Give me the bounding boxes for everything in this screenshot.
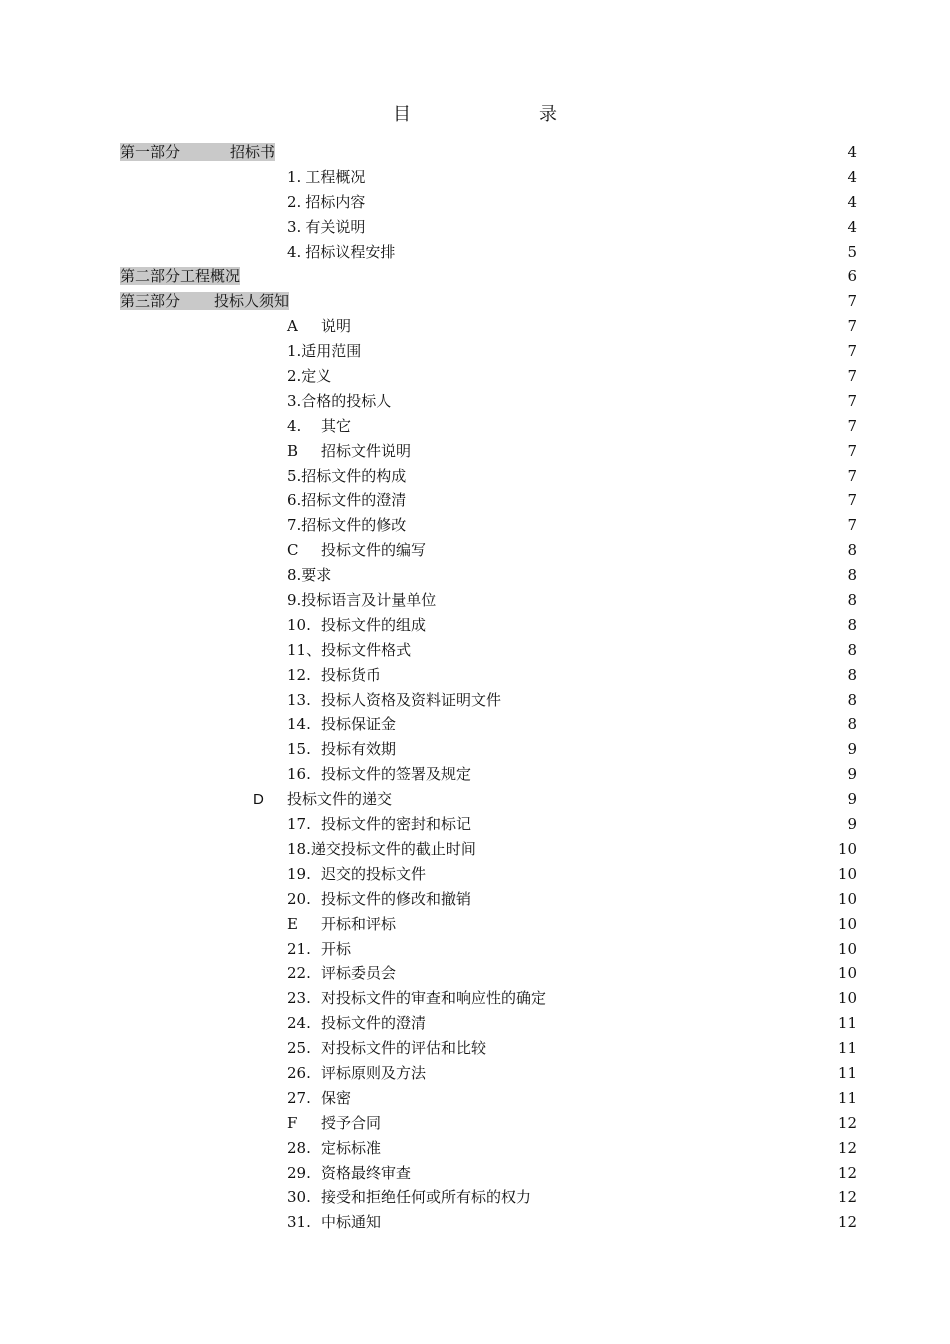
page-number: 8	[847, 640, 857, 659]
toc-entry[interactable]	[0, 812, 950, 837]
toc-entry-label	[120, 264, 240, 289]
toc-entry-label	[287, 215, 365, 240]
page-number: 12	[837, 1113, 857, 1132]
entry-number: C	[287, 541, 299, 560]
entry-text: 投标有效期	[321, 740, 397, 759]
toc-entry[interactable]	[0, 414, 950, 439]
toc-entry-label	[287, 538, 426, 563]
toc-entry-label	[287, 638, 411, 663]
toc-entry[interactable]	[0, 737, 950, 762]
entry-number: 28.	[287, 1138, 311, 1157]
entry-text: 投标货币	[321, 665, 382, 684]
entry-text: 有关说明	[305, 217, 366, 236]
page-number: 11	[837, 1039, 857, 1058]
toc-entry[interactable]	[0, 986, 950, 1011]
toc-entry-label	[287, 488, 406, 513]
toc-entry[interactable]	[0, 165, 950, 190]
page-number: 7	[847, 441, 857, 460]
page-number: 8	[847, 615, 857, 634]
toc-entry[interactable]	[0, 862, 950, 887]
entry-text: 开标	[321, 939, 352, 958]
entry-text: 评标委员会	[321, 964, 397, 983]
entry-text: 投标文件的澄清	[321, 1014, 427, 1033]
page-number: 10	[837, 839, 857, 858]
entry-text: 投标人资格及资料证明文件	[321, 690, 502, 709]
toc-entry[interactable]	[0, 439, 950, 464]
entry-number: 15.	[287, 740, 311, 759]
toc-entry[interactable]	[0, 1161, 950, 1186]
table-of-contents	[0, 140, 950, 1235]
entry-text: 对投标文件的评估和比较	[321, 1039, 487, 1058]
entry-text: 8.要求	[287, 566, 332, 585]
entry-number: 24.	[287, 1014, 311, 1033]
entry-number: 1.	[287, 167, 302, 186]
toc-entry[interactable]	[0, 961, 950, 986]
toc-entry-label	[287, 389, 391, 414]
section-letter: D	[253, 791, 264, 809]
toc-entry-label	[287, 862, 426, 887]
entry-number: 10.	[287, 615, 311, 634]
entry-text: 招标内容	[305, 192, 366, 211]
toc-entry[interactable]	[0, 638, 950, 663]
page-number: 8	[847, 665, 857, 684]
toc-entry[interactable]	[0, 563, 950, 588]
toc-title	[0, 100, 950, 126]
entry-text: 5.招标文件的构成	[287, 466, 407, 485]
toc-entry-label	[120, 140, 275, 165]
entry-text: 9.投标语言及计量单位	[287, 591, 437, 610]
toc-entry-label	[287, 439, 411, 464]
toc-entry[interactable]	[0, 937, 950, 962]
entry-number: 22.	[287, 964, 311, 983]
toc-entry[interactable]	[0, 314, 950, 339]
toc-entry-label	[287, 1111, 381, 1136]
toc-entry-label	[287, 887, 471, 912]
toc-entry[interactable]	[0, 464, 950, 489]
toc-entry-label	[287, 364, 331, 389]
page-number: 12	[837, 1213, 857, 1232]
entry-text: 评标原则及方法	[321, 1063, 427, 1082]
toc-entry-label	[253, 787, 392, 813]
toc-entry-label	[287, 1086, 351, 1111]
toc-entry[interactable]	[0, 712, 950, 737]
toc-entry[interactable]	[0, 513, 950, 538]
toc-entry-label	[287, 190, 365, 215]
toc-entry-label	[287, 240, 395, 265]
toc-entry[interactable]	[0, 912, 950, 937]
page-number: 7	[847, 466, 857, 485]
toc-entry-label	[287, 688, 501, 713]
entry-number: 19.	[287, 864, 311, 883]
page-number: 4	[847, 143, 857, 161]
toc-entry[interactable]	[0, 215, 950, 240]
page-number: 8	[847, 541, 857, 560]
toc-title-left: 目	[393, 104, 411, 125]
toc-entry-label	[287, 1136, 381, 1161]
entry-number: 30.	[287, 1188, 311, 1207]
toc-entry-label	[287, 464, 406, 489]
entry-text: 中标通知	[321, 1213, 382, 1232]
page-number: 12	[837, 1188, 857, 1207]
entry-text: 保密	[321, 1088, 352, 1107]
toc-entry[interactable]	[0, 488, 950, 513]
entry-text: 定标标准	[321, 1138, 382, 1157]
toc-entry[interactable]	[0, 1036, 950, 1061]
toc-entry-label	[287, 812, 471, 837]
entry-text: 投标保证金	[321, 715, 397, 734]
toc-entry[interactable]	[0, 389, 950, 414]
entry-number: 20.	[287, 889, 311, 908]
page-number: 11	[837, 1088, 857, 1107]
toc-entry-label	[287, 837, 476, 862]
toc-entry[interactable]	[0, 1185, 950, 1210]
entry-text: 开标和评标	[321, 914, 397, 933]
entry-text: 投标文件的密封和标记	[321, 815, 472, 834]
toc-entry[interactable]	[0, 339, 950, 364]
page-number: 7	[847, 416, 857, 435]
entry-text: 投标文件的签署及规定	[321, 765, 472, 784]
page-number: 6	[847, 267, 857, 286]
page-number: 7	[847, 516, 857, 535]
toc-entry-label	[287, 912, 396, 937]
entry-number: 3.	[287, 217, 302, 236]
page-number: 10	[837, 914, 857, 933]
page-number: 8	[847, 566, 857, 585]
entry-number: 31.	[287, 1213, 311, 1232]
page-number: 9	[847, 815, 857, 834]
page-number: 8	[847, 591, 857, 610]
entry-number: 29.	[287, 1163, 311, 1182]
page-number: 9	[847, 740, 857, 759]
toc-entry-label	[287, 762, 471, 787]
entry-number: 14.	[287, 715, 311, 734]
entry-number: 12.	[287, 665, 311, 684]
entry-text: 投标文件的递交	[287, 790, 393, 809]
page-number: 7	[847, 367, 857, 386]
toc-entry[interactable]	[0, 787, 950, 812]
entry-text: 1.适用范围	[287, 342, 362, 361]
toc-title-right: 录	[539, 104, 557, 125]
entry-text: 其它	[321, 416, 352, 435]
toc-entry[interactable]	[0, 190, 950, 215]
entry-number: 21.	[287, 939, 311, 958]
entry-text: 工程概况	[305, 167, 366, 186]
toc-entry-label	[287, 712, 396, 737]
toc-entry-label	[287, 961, 396, 986]
entry-number: 23.	[287, 989, 311, 1008]
entry-text: 接受和拒绝任何或所有标的权力	[321, 1188, 532, 1207]
toc-entry-label	[287, 1161, 411, 1186]
toc-entry-label	[287, 937, 351, 962]
entry-number: 16.	[287, 765, 311, 784]
toc-entry[interactable]	[0, 1061, 950, 1086]
entry-text: 资格最终审查	[321, 1163, 412, 1182]
toc-entry[interactable]	[0, 1210, 950, 1235]
toc-entry[interactable]	[0, 1136, 950, 1161]
entry-text: 授予合同	[321, 1113, 382, 1132]
entry-number: 2.	[287, 192, 302, 211]
toc-entry-label	[287, 1061, 426, 1086]
entry-text: 投标文件的修改和撤销	[321, 889, 472, 908]
toc-entry-label	[287, 563, 331, 588]
entry-text: 迟交的投标文件	[321, 864, 427, 883]
part-label: 第二部分工程概况	[120, 267, 241, 286]
toc-entry[interactable]	[0, 837, 950, 862]
entry-text: 7.招标文件的修改	[287, 516, 407, 535]
toc-entry-label	[120, 289, 289, 314]
page-number: 4	[847, 217, 857, 236]
entry-number: 4.	[287, 416, 302, 435]
page-number: 5	[847, 242, 857, 261]
part-label: 第三部分	[120, 292, 181, 311]
page-number: 11	[837, 1063, 857, 1082]
entry-number: 13.	[287, 690, 311, 709]
toc-entry-label	[287, 165, 365, 190]
part-label: 第一部分	[120, 143, 181, 161]
page-number: 7	[847, 391, 857, 410]
page-number: 10	[837, 939, 857, 958]
toc-entry-label	[287, 1036, 486, 1061]
toc-entry-label	[287, 1011, 426, 1036]
toc-entry-label	[287, 1210, 381, 1235]
toc-entry-label	[287, 513, 406, 538]
page-number: 8	[847, 690, 857, 709]
toc-entry-label	[287, 986, 546, 1011]
entry-number: 25.	[287, 1039, 311, 1058]
toc-entry-label	[287, 314, 351, 339]
part-title: 投标人须知	[214, 292, 290, 311]
page-number: 7	[847, 292, 857, 311]
page-number: 12	[837, 1138, 857, 1157]
page-number: 10	[837, 864, 857, 883]
entry-text: 招标议程安排	[305, 242, 396, 261]
entry-text: 2.定义	[287, 367, 332, 386]
entry-number: 27.	[287, 1088, 311, 1107]
entry-text: 说明	[321, 317, 352, 336]
toc-entry[interactable]	[0, 688, 950, 713]
entry-number: 26.	[287, 1063, 311, 1082]
toc-entry-label	[287, 414, 351, 439]
toc-entry[interactable]	[0, 289, 950, 314]
page-number: 8	[847, 715, 857, 734]
toc-entry[interactable]	[0, 887, 950, 912]
entry-text: 3.合格的投标人	[287, 391, 392, 410]
entry-number: E	[287, 914, 298, 933]
toc-entry-label	[287, 588, 436, 613]
toc-entry[interactable]	[0, 663, 950, 688]
page-number: 4	[847, 192, 857, 211]
part-title: 招标书	[230, 143, 276, 161]
entry-number: 17.	[287, 815, 311, 834]
entry-text: 18.递交投标文件的截止时间	[287, 839, 476, 858]
page-number: 10	[837, 989, 857, 1008]
toc-entry[interactable]	[0, 1111, 950, 1136]
toc-entry[interactable]	[0, 140, 950, 165]
toc-entry-label	[287, 663, 381, 688]
entry-text: 对投标文件的审查和响应性的确定	[321, 989, 547, 1008]
toc-entry[interactable]	[0, 1086, 950, 1111]
entry-number: 4.	[287, 242, 302, 261]
entry-text: 投标文件的组成	[321, 615, 427, 634]
page-number: 10	[837, 964, 857, 983]
page-number: 7	[847, 342, 857, 361]
entry-text: 招标文件说明	[321, 441, 412, 460]
page-number: 7	[847, 317, 857, 336]
page-number: 12	[837, 1163, 857, 1182]
page-number: 9	[847, 765, 857, 784]
entry-text: 11、投标文件格式	[287, 640, 412, 659]
toc-entry-label	[287, 737, 396, 762]
page-number: 7	[847, 491, 857, 510]
entry-number: A	[287, 317, 298, 336]
toc-entry[interactable]	[0, 240, 950, 265]
page-number: 4	[847, 167, 857, 186]
entry-number: B	[287, 441, 299, 460]
toc-entry[interactable]	[0, 762, 950, 787]
toc-entry[interactable]	[0, 1011, 950, 1036]
toc-entry[interactable]	[0, 613, 950, 638]
toc-entry-label	[287, 1185, 531, 1210]
toc-entry[interactable]	[0, 264, 950, 289]
entry-number: F	[287, 1113, 298, 1132]
page-number: 11	[837, 1014, 857, 1033]
toc-entry[interactable]	[0, 538, 950, 563]
entry-text: 投标文件的编写	[321, 541, 427, 560]
page-number: 10	[837, 889, 857, 908]
toc-entry[interactable]	[0, 588, 950, 613]
page-number: 9	[847, 790, 857, 809]
entry-text: 6.招标文件的澄清	[287, 491, 407, 510]
toc-entry-label	[287, 613, 426, 638]
toc-entry[interactable]	[0, 364, 950, 389]
toc-entry-label	[287, 339, 361, 364]
